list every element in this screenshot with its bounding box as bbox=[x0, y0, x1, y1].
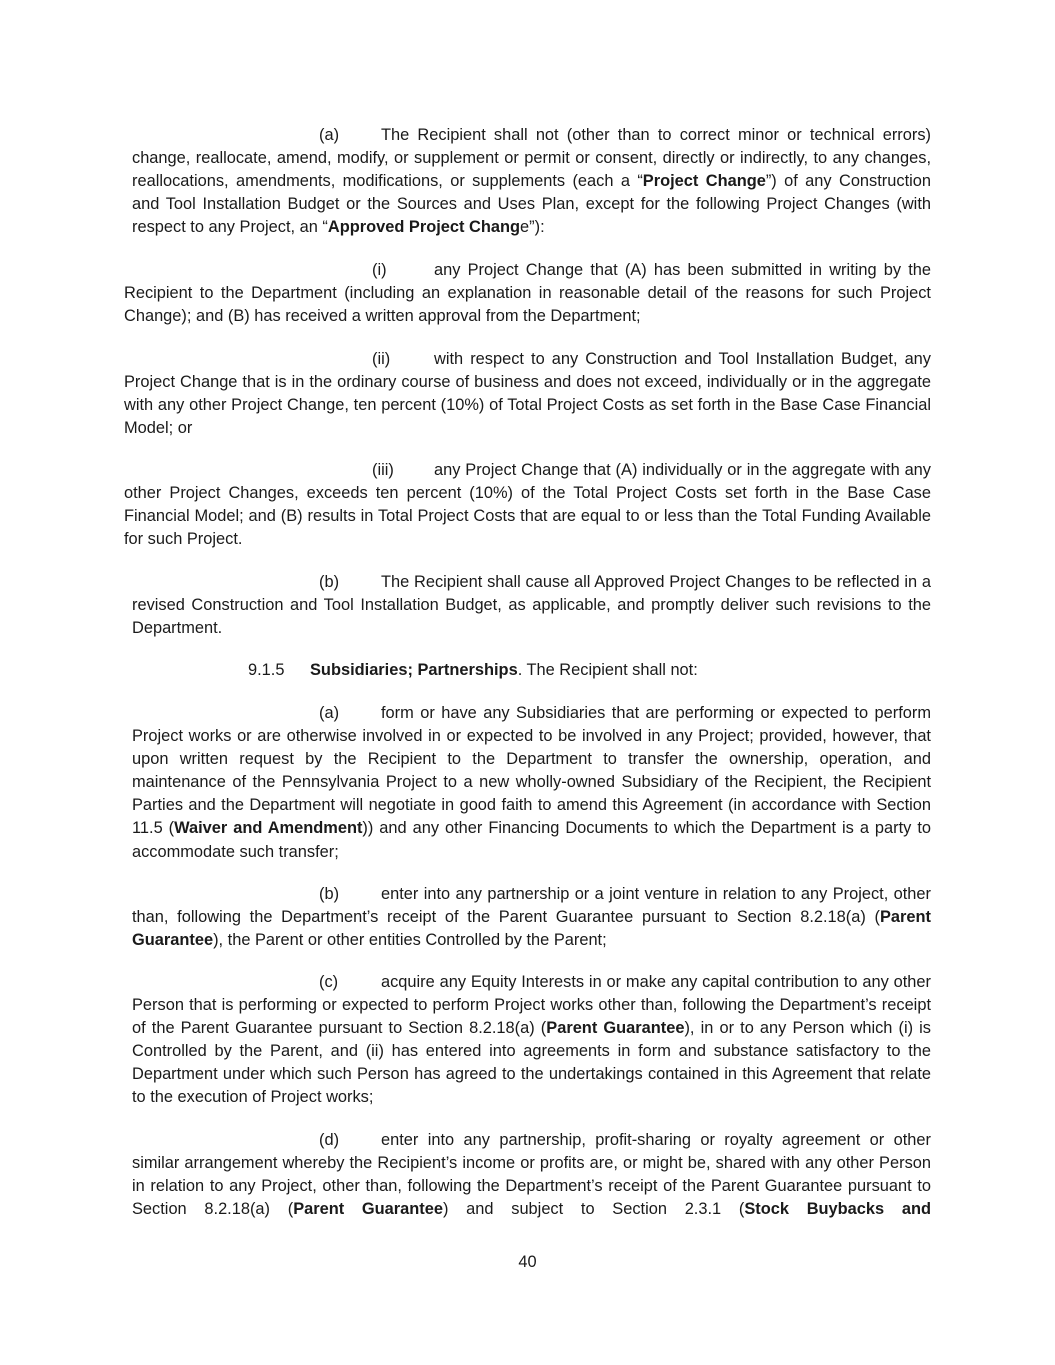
paragraph-i: (i) any Project Change that (A) has been submitted in writing by the Recipient to the Department (including an explanation in reasonable detail of the reasons for such Project Change); and (B) has received a written approval from the Department; bbox=[124, 261, 931, 326]
clause-label: (d) bbox=[319, 1131, 340, 1149]
paragraph-iii: (iii) any Project Change that (A) individually or in the aggregate with any other Project Changes, exceeds ten percent (10%) of the Total Project Costs set forth in the Base Case Financial Model; and (B) results in Total Project Costs that are equal to or less than the Total Funding Available for such Project. bbox=[124, 461, 931, 549]
section-heading: Subsidiaries; Partnerships bbox=[310, 661, 518, 679]
defined-term: Project Change bbox=[642, 172, 766, 191]
defined-term: Stock Buybacks and bbox=[744, 1200, 932, 1219]
clause-label: (ii) bbox=[372, 350, 391, 368]
clause-label: (c) bbox=[319, 973, 339, 991]
defined-term: Approved Project Chang bbox=[327, 218, 521, 237]
section-number: 9.1.5 bbox=[248, 661, 285, 679]
paragraph-a-subsidiaries: (a) form or have any Subsidiaries that are performing or expected to perform Project works or are otherwise involved in or expected to be involved in any Project; provided, however, that upon written request by the Recipient to the Department to transfer the ownership, operation, and maintenance of the Pennsylvania Project to a new wholly-owned Subsidiary of the Recipient, the Recipient Parties and the Department will negotiate in good faith to amend this Agreement (in accordance with Section 11.5 (Waiver and Amendment)) and any other Financing Documents to which the Department is a party to accommodate such transfer; bbox=[132, 704, 931, 861]
clause-label: (b) bbox=[319, 885, 340, 903]
paragraph-b-partnership: (b) enter into any partnership or a joint venture in relation to any Project, other than, following the Department’s receipt of the Parent Guarantee pursuant to Section 8.2.18(a) (Parent Guarantee), the Parent or other entities Controlled by the Parent; bbox=[132, 885, 931, 950]
defined-term: Parent Guarantee bbox=[132, 908, 931, 950]
defined-term: Parent Guarantee bbox=[546, 1019, 685, 1038]
page-number: 40 bbox=[518, 1253, 537, 1271]
clause-label: (b) bbox=[319, 573, 340, 591]
clause-label: (iii) bbox=[372, 461, 394, 479]
paragraph-a-project-change: (a) The Recipient shall not (other than to correct minor or technical errors) change, reallocate, amend, modify, or supplement or permit or consent, directly or indirectly, to any changes, reallocations, amendments, modifications, or supplements (each a “Project Change”) of any Construction and Tool Installation Budget or the Sources and Uses Plan, except for the following Project Changes (with respect to any Project, an “Approved Project Change”): bbox=[132, 126, 931, 237]
section-9-1-5: 9.1.5 Subsidiaries; Partnerships. The Recipient shall not: bbox=[248, 659, 931, 682]
defined-term: Parent Guarantee bbox=[293, 1200, 443, 1219]
paragraph-d-profit-sharing: (d) enter into any partnership, profit-sharing or royalty agreement or other similar arrangement whereby the Recipient’s income or profits are, or might be, shared with any other Person in relation to any Project, other than, following the Department’s receipt of the Parent Guarantee pursuant to Section 8.2.18(a) (Parent Guarantee) and subject to Section 2.3.1 (Stock Buybacks and bbox=[132, 1131, 932, 1219]
paragraph-c-equity: (c) acquire any Equity Interests in or make any capital contribution to any other Person that is performing or expected to perform Project works other than, following the Department’s receipt of the Parent Guarantee pursuant to Section 8.2.18(a) (Parent Guarantee), in or to any Person which (i) is Controlled by the Parent, and (ii) has entered into agreements in form and substance satisfactory to the Department under which such Person has agreed to the undertakings contained in this Agreement that relate to the execution of Project works; bbox=[132, 973, 932, 1107]
clause-label: (a) bbox=[319, 704, 340, 722]
clause-label: (a) bbox=[319, 126, 340, 144]
paragraph-ii: (ii) with respect to any Construction and Tool Installation Budget, any Project Change that is in the ordinary course of business and does not exceed, individually or in the aggregate with any other Project Change, ten percent (10%) of Total Project Costs as set forth in the Base Case Financial Model; or bbox=[124, 350, 931, 438]
defined-term: Waiver and Amendment bbox=[174, 819, 363, 838]
clause-label: (i) bbox=[372, 261, 387, 279]
paragraph-b-approved-changes: (b) The Recipient shall cause all Approved Project Changes to be reflected in a revised Construction and Tool Installation Budget, as applicable, and promptly deliver such revisions to the Department. bbox=[132, 573, 931, 638]
